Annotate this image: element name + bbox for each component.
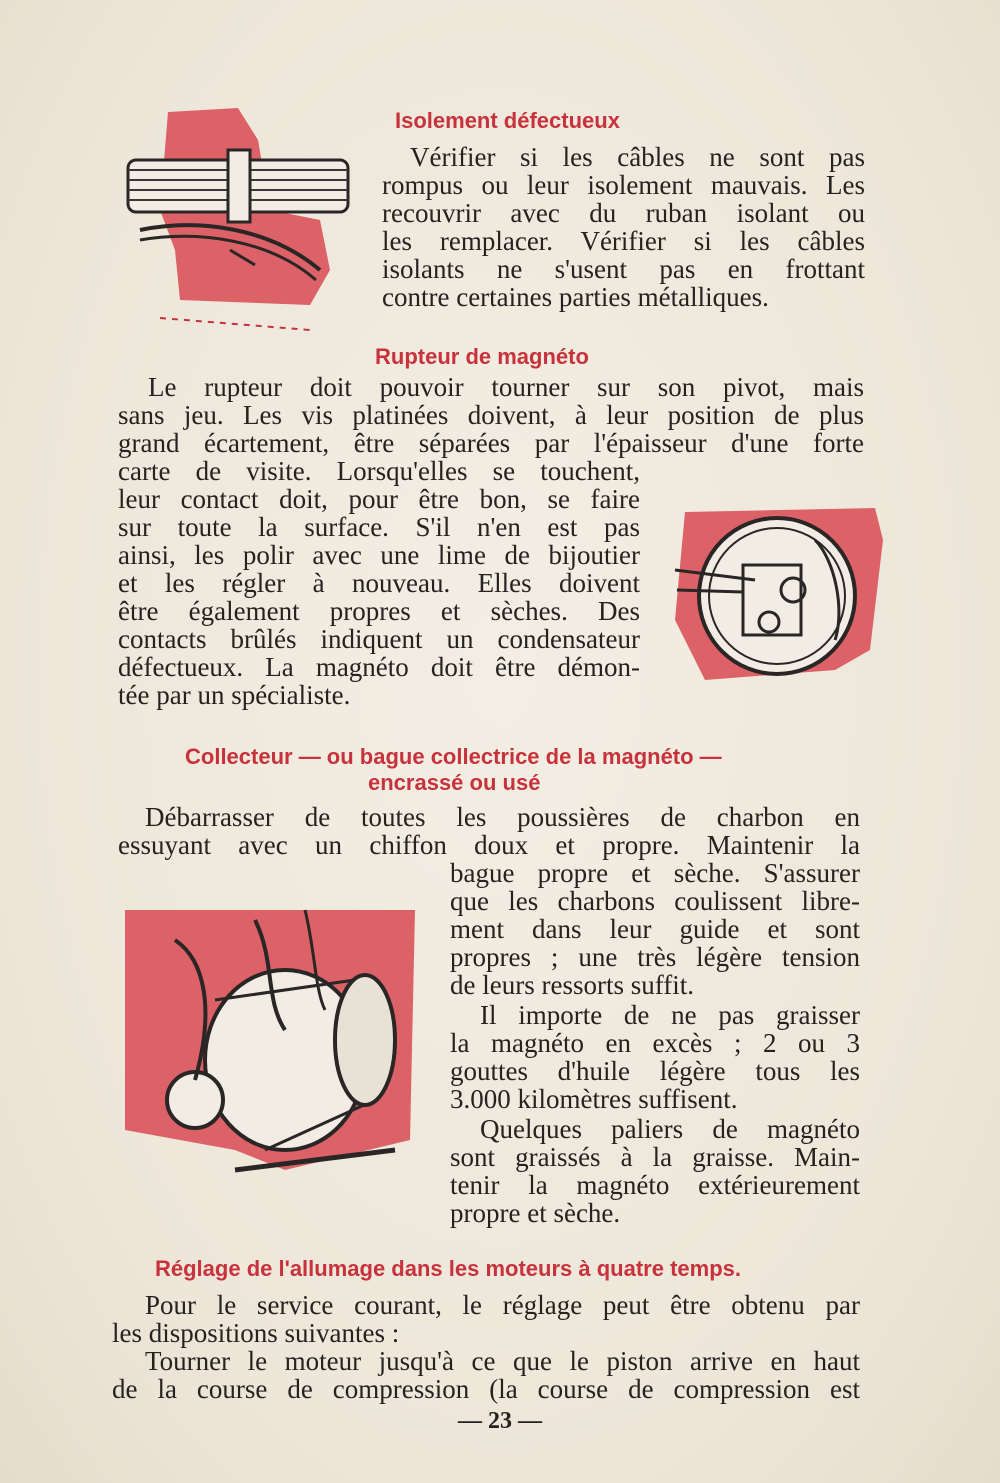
body-line: et les régler à nouveau. Elles doivent bbox=[118, 568, 640, 598]
magneto-illustration bbox=[115, 900, 415, 1200]
body-line: isolants ne s'usent pas en frottant bbox=[382, 254, 865, 284]
body-line: être également propres et sèches. Des bbox=[118, 596, 640, 626]
section-heading-collecteur-2: encrassé ou usé bbox=[368, 770, 541, 795]
breaker-illustration bbox=[665, 500, 890, 700]
cable-illustration bbox=[120, 100, 360, 340]
body-line: propres ; une très légère tension bbox=[450, 942, 860, 972]
body-line: tée par un spécialiste. bbox=[118, 680, 351, 710]
body-line: que les charbons coulissent libre- bbox=[450, 886, 860, 916]
section-heading-isolement: Isolement défectueux bbox=[395, 108, 620, 133]
body-line: rompus ou leur isolement mauvais. Les bbox=[382, 170, 865, 200]
body-line: tenir la magnéto extérieurement bbox=[450, 1170, 860, 1200]
body-line: recouvrir avec du ruban isolant ou bbox=[382, 198, 865, 228]
page-number: — 23 — bbox=[458, 1408, 542, 1434]
body-line: essuyant avec un chiffon doux et propre. Maintenir la bbox=[118, 830, 860, 860]
section-heading-collecteur: Collecteur — ou bague collectrice de la magnéto — bbox=[185, 744, 722, 769]
body-line: carte de visite. Lorsqu'elles se touchent, bbox=[118, 456, 640, 486]
body-line: grand écartement, être séparées par l'épaisseur d'une forte bbox=[118, 428, 864, 458]
body-line: ment dans leur guide et sont bbox=[450, 914, 860, 944]
body-line: sur toute la surface. S'il n'en est pas bbox=[118, 512, 640, 542]
body-line: de la course de compression (la course de compression est bbox=[112, 1374, 860, 1404]
body-line: les remplacer. Vérifier si les câbles bbox=[382, 226, 865, 256]
body-line: contre certaines parties métalliques. bbox=[382, 282, 769, 312]
body-line: la magnéto en excès ; 2 ou 3 bbox=[450, 1028, 860, 1058]
body-line: sans jeu. Les vis platinées doivent, à leur position de plus bbox=[118, 400, 864, 430]
section-heading-reglage: Réglage de l'allumage dans les moteurs à quatre temps. bbox=[155, 1256, 741, 1281]
body-line: contacts brûlés indiquent un condensateur bbox=[118, 624, 640, 654]
body-line: 3.000 kilomètres suffisent. bbox=[450, 1084, 738, 1114]
body-line: Quelques paliers de magnéto bbox=[480, 1114, 860, 1144]
body-line: de leurs ressorts suffit. bbox=[450, 970, 694, 1000]
body-line: Vérifier si les câbles ne sont pas bbox=[410, 142, 865, 172]
body-line: Débarrasser de toutes les poussières de charbon en bbox=[145, 802, 860, 832]
body-line: Le rupteur doit pouvoir tourner sur son pivot, mais bbox=[148, 372, 864, 402]
body-line: Pour le service courant, le réglage peut être obtenu par bbox=[145, 1290, 860, 1320]
body-line: bague propre et sèche. S'assurer bbox=[450, 858, 860, 888]
body-line: Tourner le moteur jusqu'à ce que le piston arrive en haut bbox=[145, 1346, 860, 1376]
body-line: leur contact doit, pour être bon, se faire bbox=[118, 484, 640, 514]
section-heading-rupteur: Rupteur de magnéto bbox=[375, 344, 589, 369]
body-line: Il importe de ne pas graisser bbox=[480, 1000, 860, 1030]
body-line: sont graissés à la graisse. Main- bbox=[450, 1142, 860, 1172]
body-line: ainsi, les polir avec une lime de bijoutier bbox=[118, 540, 640, 570]
body-line: défectueux. La magnéto doit être démon- bbox=[118, 652, 640, 682]
body-line: les dispositions suivantes : bbox=[112, 1318, 400, 1348]
body-line: propre et sèche. bbox=[450, 1198, 621, 1228]
body-line: gouttes d'huile légère tous les bbox=[450, 1056, 860, 1086]
